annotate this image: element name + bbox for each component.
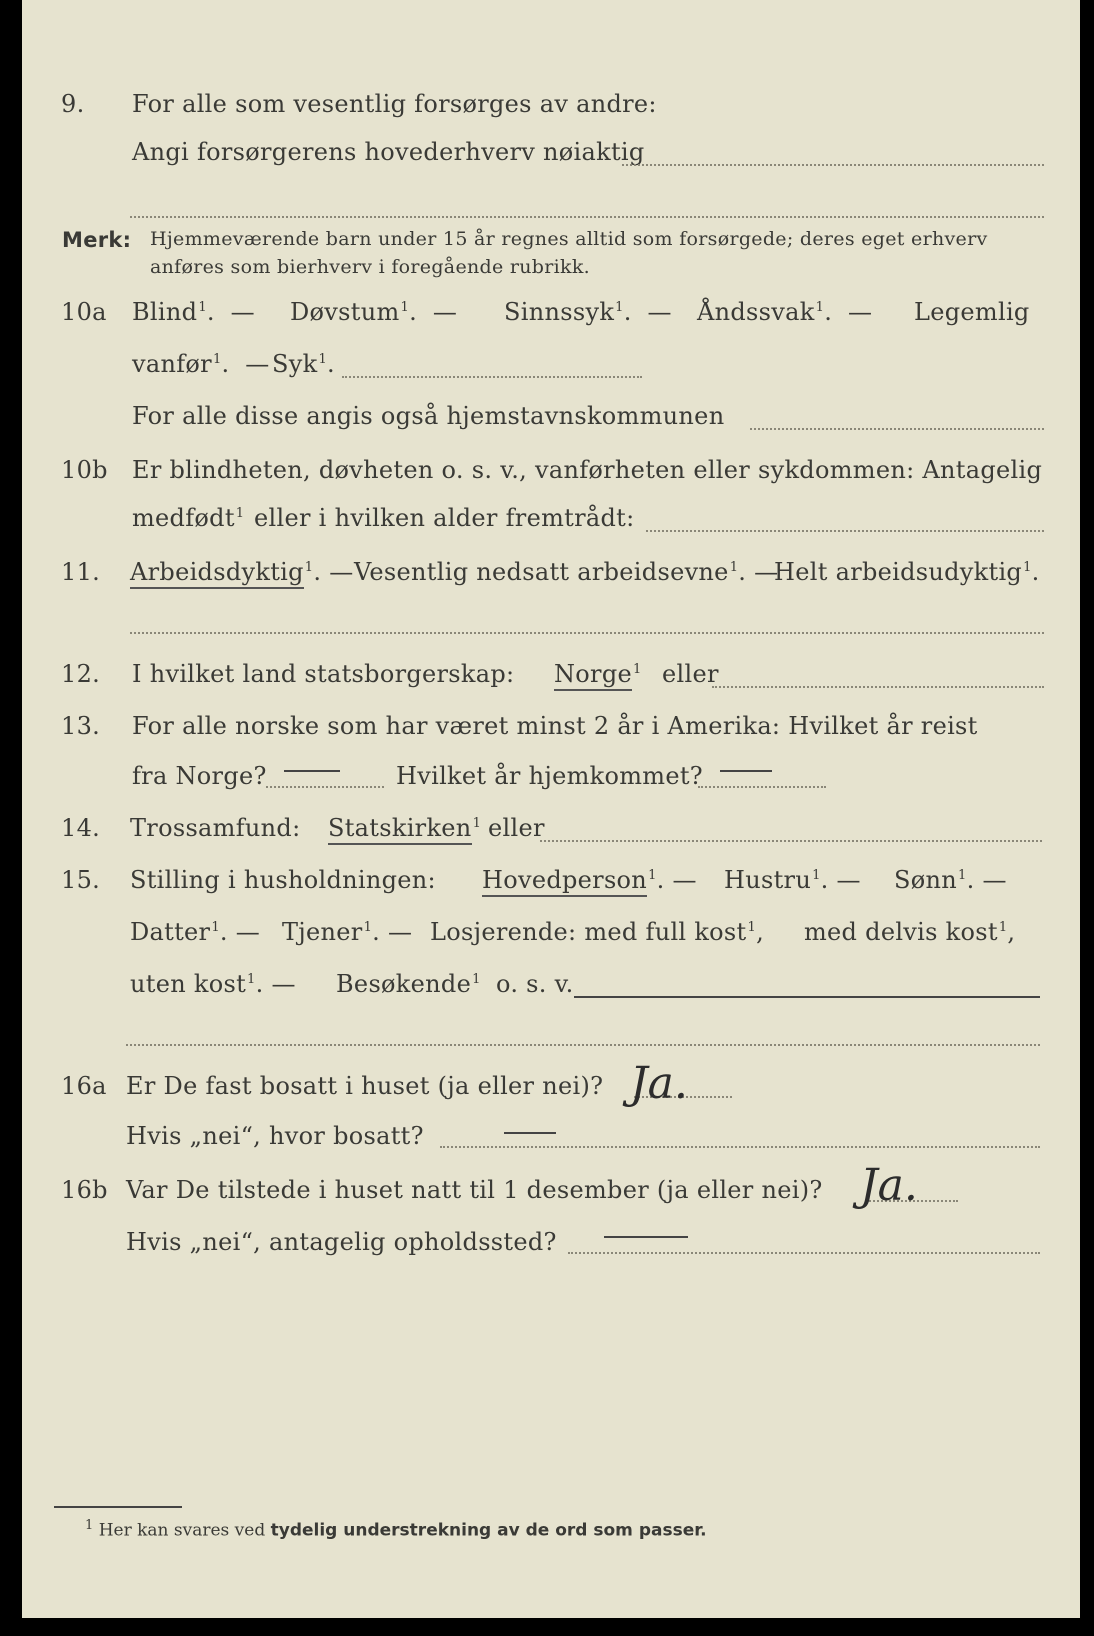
- merk-text: Hjemmeværende barn under 15 år regnes alltid som forsørgede; deres eget erhverv: [150, 228, 988, 250]
- answer-line[interactable]: [126, 1044, 1040, 1046]
- question-number: 15.: [61, 866, 101, 894]
- question-9: [22, 90, 1080, 130]
- option-losjerende-delvis[interactable]: med delvis kost$^1$,: [804, 918, 1016, 946]
- question-10b: [22, 456, 1080, 496]
- footnote-text-b: tydelig understrekning av de ord som passer.: [270, 1520, 707, 1541]
- question-number: 16a: [61, 1072, 107, 1100]
- answer-line[interactable]: [342, 376, 642, 378]
- question-number: 16b: [61, 1176, 108, 1204]
- option-dovstum[interactable]: Døvstum$^1$. —: [290, 298, 466, 326]
- handwritten-dash: [504, 1132, 556, 1134]
- question-15-line-2: [22, 918, 1080, 958]
- question-15: [22, 866, 1080, 906]
- question-10a: [22, 298, 1080, 338]
- option-sonn[interactable]: Sønn$^1$. —: [894, 866, 1007, 894]
- handwritten-answer-16a: Ja.: [630, 1058, 688, 1109]
- question-text: fra Norge?: [132, 762, 267, 790]
- question-text: I hvilket land statsborgerskap:: [132, 660, 515, 688]
- question-number: 13.: [61, 712, 101, 740]
- handwritten-dash: [720, 770, 772, 772]
- question-text: Trossamfund:: [130, 814, 301, 842]
- answer-line[interactable]: [440, 1146, 1040, 1148]
- question-14: [22, 814, 1080, 854]
- handwritten-dash: [604, 1236, 688, 1238]
- question-12: [22, 660, 1080, 700]
- answer-line-year-returned[interactable]: [698, 786, 826, 788]
- answer-line[interactable]: [568, 1252, 1040, 1254]
- question-16a: [22, 1072, 1080, 1112]
- option-arbeidsdyktig[interactable]: Arbeidsdyktig$^1$. —: [130, 558, 354, 586]
- question-9-line-2: [22, 138, 1080, 178]
- question-text: eller: [662, 660, 719, 688]
- merk-text: anføres som bierhverv i foregående rubrikk.: [150, 256, 590, 278]
- option-uten-kost[interactable]: uten kost$^1$. —: [130, 970, 296, 998]
- question-text: For alle som vesentlig forsørges av andre:: [132, 90, 657, 118]
- question-text: eller: [488, 814, 545, 842]
- answer-line[interactable]: [574, 996, 1040, 998]
- option-losjerende-full[interactable]: Losjerende: med full kost$^1$,: [430, 918, 765, 946]
- question-10a-line-2: [22, 350, 1080, 390]
- question-13-line-2: [22, 762, 1080, 802]
- option-besokende[interactable]: Besøkende$^1$: [336, 970, 481, 998]
- handwritten-dash: [284, 770, 340, 772]
- answer-line[interactable]: [540, 840, 1042, 842]
- question-text: Er De fast bosatt i huset (ja eller nei)?: [126, 1072, 604, 1100]
- footnote-mark: 1: [85, 1518, 94, 1533]
- question-text: For alle norske som har været minst 2 år i Amerika: Hvilket år reist: [132, 712, 978, 740]
- option-blind[interactable]: Blind$^1$. —: [132, 298, 263, 326]
- question-text: Er blindheten, døvheten o. s. v., vanførheten eller sykdommen: Antagelig: [132, 456, 1043, 484]
- question-number: 12.: [61, 660, 101, 688]
- question-text: Stilling i husholdningen:: [130, 866, 436, 894]
- handwritten-answer-16b: Ja.: [860, 1160, 918, 1211]
- question-number: 9.: [61, 90, 85, 118]
- question-text: o. s. v.: [496, 970, 574, 998]
- answer-line[interactable]: [646, 530, 1044, 532]
- merk-label: Merk:: [62, 228, 132, 252]
- question-number: 10a: [61, 298, 107, 326]
- merk-note-line-2: [22, 256, 1080, 296]
- footnote-divider: [54, 1506, 182, 1508]
- question-text: eller i hvilken alder fremtrådt:: [254, 504, 635, 532]
- footnote: [84, 1518, 707, 1541]
- question-15-line-3: [22, 970, 1080, 1010]
- option-statskirken[interactable]: Statskirken$^1$: [328, 814, 481, 842]
- option-sinnssyk[interactable]: Sinnssyk$^1$. —: [504, 298, 680, 326]
- question-11: [22, 558, 1080, 598]
- question-16a-line-2: [22, 1122, 1080, 1162]
- option-norge[interactable]: Norge$^1$: [554, 660, 642, 688]
- footnote-text-a: Her kan svares ved: [98, 1520, 266, 1541]
- question-text: Hvis „nei“, hvor bosatt?: [126, 1122, 424, 1150]
- question-10b-line-2: [22, 504, 1080, 544]
- question-text: Hvilket år hjemkommet?: [396, 762, 703, 790]
- answer-line[interactable]: [750, 428, 1044, 430]
- question-number: 14.: [61, 814, 101, 842]
- option-hovedperson[interactable]: Hovedperson$^1$. —: [482, 866, 697, 894]
- question-number: 10b: [61, 456, 108, 484]
- question-13: [22, 712, 1080, 752]
- question-text: For alle disse angis også hjemstavnskommunen: [132, 402, 725, 430]
- question-16b: [22, 1176, 1080, 1216]
- answer-line[interactable]: [712, 686, 1044, 688]
- question-text: Var De tilstede i huset natt til 1 desember (ja eller nei)?: [126, 1176, 823, 1204]
- option-syk[interactable]: Syk$^1$.: [272, 350, 335, 378]
- option-andssvak[interactable]: Åndssvak$^1$. —: [697, 298, 881, 326]
- answer-line[interactable]: [622, 164, 1044, 166]
- question-number: 11.: [61, 558, 101, 586]
- option-tjener[interactable]: Tjener$^1$. —: [282, 918, 413, 946]
- question-text: Hvis „nei“, antagelig opholdssted?: [126, 1228, 557, 1256]
- option-medfodt[interactable]: medfødt$^1$: [132, 504, 245, 532]
- option-legemlig[interactable]: Legemlig: [914, 298, 1030, 326]
- option-hustru[interactable]: Hustru$^1$. —: [724, 866, 861, 894]
- option-datter[interactable]: Datter$^1$. —: [130, 918, 261, 946]
- option-helt-arbeidsudyktig[interactable]: Helt arbeidsudyktig$^1$.: [774, 558, 1040, 586]
- option-vesentlig-nedsatt[interactable]: Vesentlig nedsatt arbeidsevne$^1$. —: [354, 558, 779, 586]
- census-form-page: [22, 0, 1080, 1618]
- question-16b-line-2: [22, 1228, 1080, 1268]
- question-text: Angi forsørgerens hovederhverv nøiaktig: [132, 138, 645, 166]
- option-vanfor[interactable]: vanfør$^1$. —: [132, 350, 278, 378]
- question-10a-line-3: [22, 402, 1080, 442]
- answer-line[interactable]: [130, 632, 1044, 634]
- answer-line-year-left[interactable]: [266, 786, 384, 788]
- answer-line[interactable]: [130, 216, 1044, 218]
